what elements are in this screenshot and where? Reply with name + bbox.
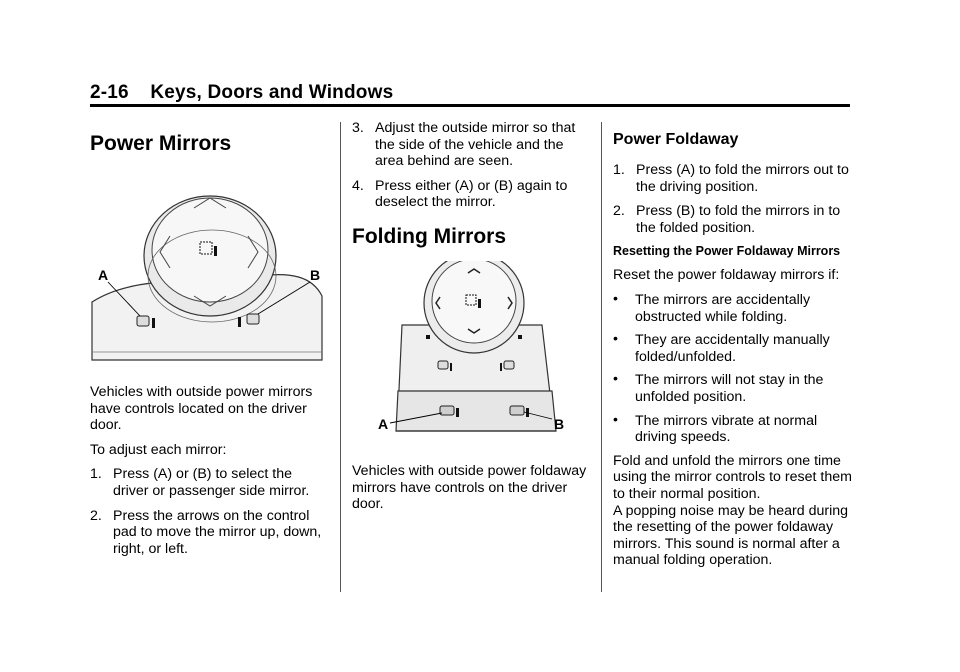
list-item (613, 372, 853, 405)
column-3 (613, 120, 853, 577)
step-number: 3. (352, 120, 364, 136)
list-item (352, 178, 592, 211)
step-number: 2. (613, 203, 625, 220)
step-number: 2. (90, 507, 102, 524)
figure-label-b: B (554, 415, 565, 432)
paragraph: Vehicles with outside power foldaway mirrors have controls on the driver door. (352, 462, 587, 513)
column-2 (352, 120, 592, 521)
bullet-icon: • (613, 290, 618, 307)
paragraph: A popping noise may be heard during the resetting of the power foldaway mirrors. This sound is normal after a manual folding operation. (613, 502, 849, 569)
list-item (613, 332, 853, 365)
step-text: Press (A) or (B) to select the driver or passenger side mirror. (113, 466, 310, 499)
step-text: Press the arrows on the control pad to move the mirror up, down, right, or left. (113, 507, 322, 557)
paragraph: Reset the power foldaway mirrors if: (613, 267, 840, 284)
figure-label-a: A (378, 415, 389, 432)
folding-mirror-control-figure (352, 261, 592, 457)
list-item (352, 120, 592, 170)
power-mirror-control-figure (90, 184, 326, 374)
list-item (613, 292, 853, 325)
figure-label-b: B (310, 267, 321, 283)
column-divider (601, 122, 602, 592)
step-number: 1. (613, 162, 625, 178)
page-header (90, 82, 850, 104)
step-number: 1. (90, 466, 102, 483)
column-divider (340, 122, 341, 592)
step-text: Press (B) to fold the mirrors in to the folded position. (636, 203, 841, 236)
step-text: Adjust the outside mirror so that the side of the vehicle and the area behind are seen. (375, 120, 576, 170)
step-text: Press either (A) or (B) again to deselect the mirror. (375, 177, 568, 211)
bullet-icon: • (613, 371, 618, 388)
bullet-text: The mirrors vibrate at normal driving speeds. (635, 412, 818, 446)
bullet-text: The mirrors will not stay in the unfolded position. (635, 372, 824, 405)
section-title: Keys, Doors and Windows (150, 82, 394, 103)
list-item (613, 203, 853, 236)
bullet-text: They are accidentally manually folded/unfolded. (635, 332, 830, 365)
list-item (90, 508, 326, 558)
step-text: Press (A) to fold the mirrors out to the driving position. (636, 162, 849, 195)
bullet-icon: • (613, 411, 618, 428)
page-number: 2-16 (90, 82, 129, 103)
heading-folding-mirrors: Folding Mirrors (352, 224, 506, 248)
list-item (90, 466, 326, 499)
subheading-resetting: Resetting the Power Foldaway Mirrors (613, 244, 841, 259)
paragraph: Fold and unfold the mirrors one time using the mirror controls to reset them to their normal position. (613, 452, 852, 502)
column-1 (90, 120, 326, 565)
figure-label-a: A (98, 267, 109, 283)
heading-power-foldaway: Power Foldaway (613, 131, 739, 148)
bullet-icon: • (613, 331, 618, 348)
list-item (613, 413, 853, 446)
paragraph: To adjust each mirror: (90, 441, 227, 458)
step-number: 4. (352, 177, 364, 194)
header-rule (90, 104, 850, 107)
heading-power-mirrors: Power Mirrors (90, 132, 232, 155)
list-item (613, 162, 853, 195)
bullet-text: The mirrors are accidentally obstructed while folding. (635, 291, 811, 325)
paragraph: Vehicles with outside power mirrors have controls located on the driver door. (90, 384, 313, 434)
